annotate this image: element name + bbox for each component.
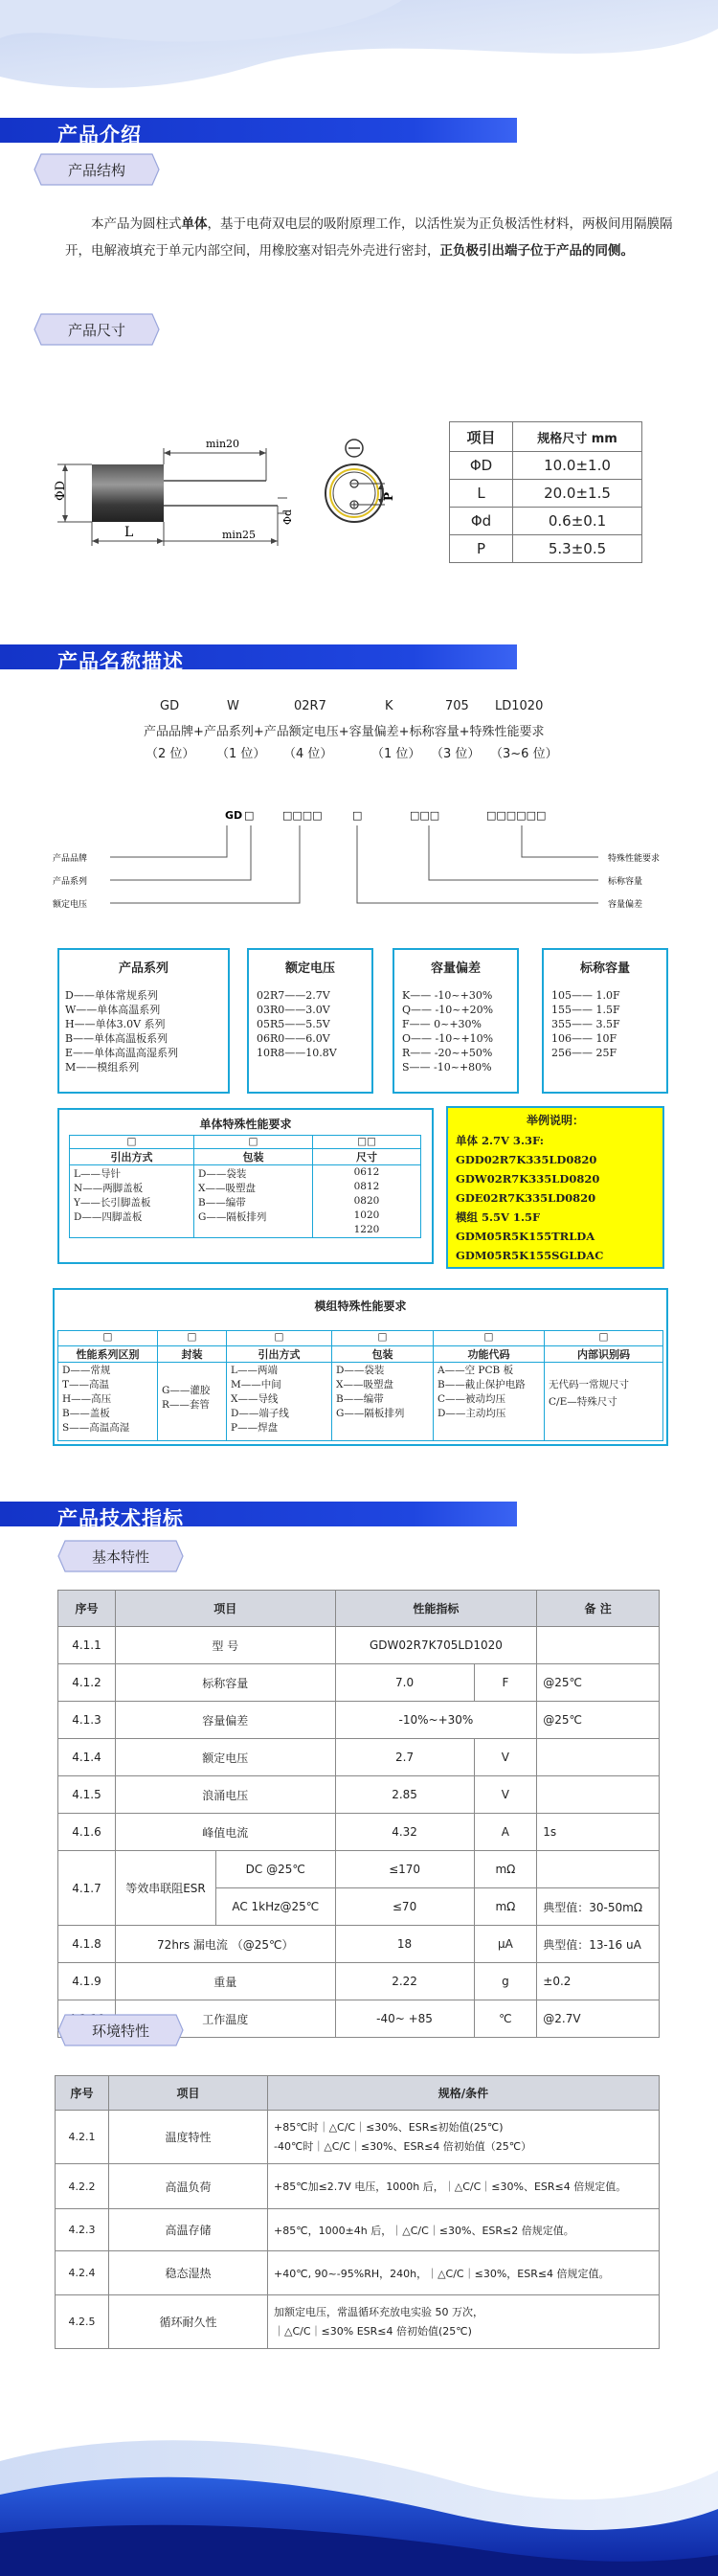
series-line: H——单体3.0V 系列 bbox=[65, 1018, 166, 1030]
single-header-lead: 引出方式 bbox=[70, 1149, 194, 1165]
spec-no: 4.1.4 bbox=[58, 1739, 116, 1776]
spec-note: 典型值：13-16 uA bbox=[537, 1926, 660, 1963]
env-no: 4.2.1 bbox=[56, 2111, 109, 2164]
section-title-tech: 产品技术指标 bbox=[57, 1507, 184, 1530]
spec-no: 4.1.8 bbox=[58, 1926, 116, 1963]
series-line: M——模组系列 bbox=[65, 1061, 140, 1073]
module-col-series bbox=[58, 1363, 158, 1441]
module-col-code bbox=[545, 1363, 663, 1441]
code-tolerance: K bbox=[385, 699, 393, 713]
spec-header-note: 备 注 bbox=[537, 1591, 660, 1627]
module-function-item: D——主动均压 bbox=[438, 1408, 506, 1419]
digits-series: （1 位） bbox=[216, 747, 266, 761]
schema-label-brand: 产品品牌 bbox=[53, 854, 88, 864]
basic-spec-table bbox=[57, 1590, 660, 2038]
spec-value: 18 bbox=[335, 1926, 474, 1963]
tolerance-box-lines bbox=[402, 988, 493, 1074]
intro-text-bold-1: 单体 bbox=[181, 216, 208, 232]
schema-box-series: □ bbox=[244, 809, 255, 822]
single-special-table bbox=[69, 1135, 421, 1238]
module-function-item: B——截止保护电路 bbox=[438, 1379, 526, 1390]
env-no: 4.2.2 bbox=[56, 2164, 109, 2209]
code-series: W bbox=[227, 699, 239, 713]
single-pack-item: G——隔板排列 bbox=[198, 1211, 267, 1223]
voltage-line: 06R0——6.0V bbox=[257, 1032, 330, 1045]
spec-esr-ac-value: ≤70 bbox=[335, 1888, 474, 1926]
spec-value: 2.7 bbox=[335, 1739, 474, 1776]
single-header-size: 尺寸 bbox=[313, 1149, 421, 1165]
single-size-item: 0812 bbox=[353, 1181, 380, 1192]
code-brand: GD bbox=[160, 699, 180, 713]
module-code-item: 无代码一常规尺寸 bbox=[549, 1379, 629, 1390]
example-line: GDM05R5K155TRLDA bbox=[456, 1230, 595, 1243]
single-pack-item: B——编带 bbox=[198, 1197, 246, 1209]
series-box-title: 产品系列 bbox=[118, 961, 168, 976]
module-col-pack bbox=[332, 1363, 434, 1441]
env-item: 温度特性 bbox=[109, 2111, 268, 2164]
schema-box-special: □□□□□□ bbox=[486, 809, 547, 822]
example-line: GDE02R7K335LD0820 bbox=[456, 1191, 596, 1205]
module-function-item: C——被动均压 bbox=[438, 1393, 506, 1405]
dim-min20: min20 bbox=[206, 438, 240, 450]
spec-note bbox=[537, 1627, 660, 1664]
voltage-line: 05R5——5.5V bbox=[257, 1018, 330, 1030]
capacity-line: 256—— 25F bbox=[551, 1047, 617, 1059]
dim-table-header-spec: 规格尺寸 mm bbox=[513, 422, 642, 452]
module-col-package bbox=[158, 1363, 227, 1441]
spec-header-item: 项目 bbox=[116, 1591, 336, 1627]
capacity-box-title: 标称容量 bbox=[579, 961, 630, 976]
single-mark: □ bbox=[70, 1136, 194, 1149]
intro-text-2: ，基于电荷双电层的吸附原理工作，以活性炭为正负极活性材料，两极间用隔膜隔开，电解液填充于单元内部空间，用橡胶塞对铝壳外壳进行密封， bbox=[65, 216, 673, 259]
module-series-item: T——高温 bbox=[62, 1379, 110, 1390]
module-header-function: 功能代码 bbox=[434, 1346, 545, 1363]
pill-structure-label: 产品结构 bbox=[67, 162, 125, 179]
module-header-series: 性能系列区别 bbox=[58, 1346, 158, 1363]
voltage-line: 03R0——3.0V bbox=[257, 1004, 330, 1016]
spec-unit: V bbox=[474, 1776, 537, 1814]
env-item: 高温存储 bbox=[109, 2209, 268, 2251]
module-function-item: A——空 PCB 板 bbox=[438, 1365, 514, 1376]
spec-value: 7.0 bbox=[335, 1664, 474, 1702]
tolerance-box bbox=[393, 948, 519, 1094]
single-mark: □ bbox=[194, 1136, 313, 1149]
spec-item: 型 号 bbox=[116, 1627, 336, 1664]
digits-tolerance: （1 位） bbox=[371, 747, 421, 761]
dim-row-label: P bbox=[450, 535, 513, 563]
module-mark: □ bbox=[332, 1331, 434, 1346]
env-item: 循环耐久性 bbox=[109, 2295, 268, 2349]
spec-no: 4.1.1 bbox=[58, 1627, 116, 1664]
section-title-naming: 产品名称描述 bbox=[57, 650, 184, 673]
spec-esr-dc: DC @25℃ bbox=[216, 1851, 336, 1888]
example-line: 模组 5.5V 1.5F bbox=[456, 1210, 541, 1224]
single-size-item: 1220 bbox=[353, 1224, 380, 1235]
naming-schema-diagram bbox=[53, 804, 675, 910]
module-mark: □ bbox=[58, 1331, 158, 1346]
voltage-line: 02R7——2.7V bbox=[257, 989, 330, 1002]
single-lead-item: N——两脚盖板 bbox=[74, 1183, 144, 1194]
env-header-no: 序号 bbox=[56, 2076, 109, 2111]
example-line: GDW02R7K335LD0820 bbox=[456, 1172, 600, 1186]
digits-capacity: （3 位） bbox=[431, 747, 481, 761]
series-line: W——单体高温系列 bbox=[65, 1004, 161, 1016]
module-col-lead bbox=[227, 1363, 332, 1441]
module-header-code: 内部识别码 bbox=[545, 1346, 663, 1363]
intro-text-1: 本产品为圆柱式 bbox=[91, 216, 182, 232]
spec-esr-ac: AC 1kHz@25℃ bbox=[216, 1888, 336, 1926]
module-header-package: 封装 bbox=[158, 1346, 227, 1363]
module-col-function bbox=[434, 1363, 545, 1441]
series-box bbox=[57, 948, 230, 1094]
pill-size bbox=[34, 313, 160, 346]
bottom-wave-decoration bbox=[0, 2423, 718, 2576]
spec-item: 容量偏差 bbox=[116, 1702, 336, 1739]
example-line: GDD02R7K335LD0820 bbox=[456, 1153, 597, 1166]
single-pack-item: D——袋装 bbox=[198, 1168, 247, 1180]
example-box bbox=[446, 1106, 664, 1269]
env-condition bbox=[268, 2295, 660, 2349]
section-bar-tech bbox=[0, 1502, 517, 1530]
spec-item: 峰值电流 bbox=[116, 1814, 336, 1851]
spec-esr-ac-unit: mΩ bbox=[474, 1888, 537, 1926]
spec-item: 重量 bbox=[116, 1963, 336, 2000]
dim-row-label: Φd bbox=[450, 508, 513, 535]
module-lead-item: D——端子线 bbox=[231, 1408, 289, 1419]
dim-row-value: 5.3±0.5 bbox=[513, 535, 642, 563]
module-pack-item: G——隔板排列 bbox=[336, 1408, 405, 1419]
dim-table-header-item: 项目 bbox=[450, 422, 513, 452]
single-mark: □□ bbox=[313, 1136, 421, 1149]
single-col-size bbox=[313, 1165, 421, 1238]
dim-min25: min25 bbox=[222, 529, 257, 541]
spec-unit: μA bbox=[474, 1926, 537, 1963]
tolerance-line: F—— 0~+30% bbox=[402, 1018, 482, 1030]
pill-structure bbox=[34, 153, 160, 186]
intro-paragraph bbox=[65, 211, 687, 264]
capacity-line: 155—— 1.5F bbox=[551, 1004, 620, 1016]
schema-box-tolerance: □ bbox=[352, 809, 363, 822]
pill-env bbox=[57, 2014, 184, 2046]
env-condition bbox=[268, 2209, 660, 2251]
module-code-item: C/E—特殊尺寸 bbox=[549, 1396, 617, 1408]
env-item: 高温负荷 bbox=[109, 2164, 268, 2209]
spec-unit: ℃ bbox=[474, 2000, 537, 2038]
schema-label-series: 产品系列 bbox=[53, 877, 88, 887]
example-line: GDM05R5K155SGLDAC bbox=[456, 1249, 604, 1262]
capacitor-top-view bbox=[316, 436, 421, 551]
single-size-item: 0612 bbox=[353, 1166, 380, 1178]
spec-note bbox=[537, 1739, 660, 1776]
env-no: 4.2.3 bbox=[56, 2209, 109, 2251]
capacity-box-lines bbox=[551, 988, 620, 1060]
spec-note: ±0.2 bbox=[537, 1963, 660, 2000]
single-header-pack: 包装 bbox=[194, 1149, 313, 1165]
module-series-item: D——常规 bbox=[62, 1365, 111, 1376]
capacity-line: 105—— 1.0F bbox=[551, 989, 620, 1002]
top-wave-decoration bbox=[0, 0, 718, 115]
env-header-item: 项目 bbox=[109, 2076, 268, 2111]
spec-item: 浪涌电压 bbox=[116, 1776, 336, 1814]
code-special: LD1020 bbox=[495, 699, 544, 713]
module-special-table bbox=[57, 1330, 663, 1441]
spec-header-value: 性能指标 bbox=[335, 1591, 537, 1627]
dim-row-value: 10.0±1.0 bbox=[513, 452, 642, 480]
env-line: +85℃加≤2.7V 电压，1000h 后，｜△C/C｜≤30%、ESR≤4 倍规定值。 bbox=[274, 2181, 627, 2193]
module-header-lead: 引出方式 bbox=[227, 1346, 332, 1363]
voltage-box-lines bbox=[257, 988, 337, 1060]
series-line: B——单体高温板系列 bbox=[65, 1032, 168, 1045]
digits-voltage: （4 位） bbox=[283, 747, 333, 761]
spec-value: -10%~+30% bbox=[335, 1702, 537, 1739]
section-title-intro: 产品介绍 bbox=[57, 124, 142, 147]
spec-unit: A bbox=[474, 1814, 537, 1851]
module-mark: □ bbox=[434, 1331, 545, 1346]
dim-row-label: L bbox=[450, 480, 513, 508]
schema-box-capacity: □□□ bbox=[410, 809, 440, 822]
single-size-item: 1020 bbox=[353, 1209, 380, 1221]
spec-esr-dc-unit: mΩ bbox=[474, 1851, 537, 1888]
voltage-box-title: 额定电压 bbox=[284, 961, 335, 976]
single-special-box bbox=[57, 1108, 434, 1264]
spec-item: 标称容量 bbox=[116, 1664, 336, 1702]
env-line: +40℃, 90~-95%RH，240h，｜△C/C｜≤30%，ESR≤4 倍规定值。 bbox=[274, 2267, 610, 2280]
single-col-lead bbox=[70, 1165, 194, 1238]
dim-row-value: 0.6±0.1 bbox=[513, 508, 642, 535]
spec-item: 72hrs 漏电流 （@25℃） bbox=[116, 1926, 336, 1963]
voltage-line: 10R8——10.8V bbox=[257, 1047, 337, 1059]
env-no: 4.2.5 bbox=[56, 2295, 109, 2349]
schema-label-tolerance: 容量偏差 bbox=[608, 900, 643, 910]
dim-row-label: ΦD bbox=[450, 452, 513, 480]
example-line: 单体 2.7V 3.3F: bbox=[456, 1134, 544, 1147]
section-bar-intro bbox=[0, 118, 517, 147]
spec-esr-ac-note: 典型值：30-50mΩ bbox=[537, 1888, 660, 1926]
pill-basic bbox=[57, 1540, 184, 1572]
module-package-item: G——灌胶 bbox=[162, 1385, 211, 1396]
spec-value: 4.32 bbox=[335, 1814, 474, 1851]
pill-env-label: 环境特性 bbox=[91, 2022, 149, 2040]
spec-value: GDW02R7K705LD1020 bbox=[335, 1627, 537, 1664]
spec-unit: g bbox=[474, 1963, 537, 2000]
env-no: 4.2.4 bbox=[56, 2251, 109, 2295]
tolerance-line: S—— -10~+80% bbox=[402, 1061, 492, 1073]
dim-phiD: ΦD bbox=[54, 480, 68, 501]
module-lead-item: X——导线 bbox=[231, 1393, 279, 1405]
spec-item: 工作温度 bbox=[116, 2000, 336, 2038]
code-capacity: 705 bbox=[445, 699, 469, 713]
env-condition bbox=[268, 2164, 660, 2209]
spec-esr-dc-value: ≤170 bbox=[335, 1851, 474, 1888]
schema-label-capacity: 标称容量 bbox=[608, 877, 643, 887]
tolerance-line: O—— -10~+10% bbox=[402, 1032, 494, 1045]
spec-note: @2.7V bbox=[537, 2000, 660, 2038]
module-package-item: R——套管 bbox=[162, 1399, 210, 1411]
spec-unit: F bbox=[474, 1664, 537, 1702]
module-mark: □ bbox=[158, 1331, 227, 1346]
schema-box-voltage: □□□□ bbox=[282, 809, 323, 822]
env-line: 加额定电压，常温循环充放电实验 50 万次， bbox=[274, 2305, 483, 2318]
spec-value: 2.22 bbox=[335, 1963, 474, 2000]
example-title: 举例说明： bbox=[526, 1114, 584, 1127]
module-series-item: S——高温高湿 bbox=[62, 1422, 130, 1434]
dim-phid: Φd bbox=[281, 508, 294, 525]
spec-esr-dc-note bbox=[537, 1851, 660, 1888]
capacity-line: 355—— 3.5F bbox=[551, 1018, 620, 1030]
env-spec-table bbox=[55, 2075, 660, 2349]
schema-label-special: 特殊性能要求 bbox=[608, 854, 661, 864]
capacity-box bbox=[542, 948, 668, 1094]
tolerance-line: K—— -10~+30% bbox=[402, 989, 493, 1002]
capacitor-body bbox=[92, 464, 164, 522]
module-pack-item: D——袋装 bbox=[336, 1365, 385, 1376]
naming-desc: 产品品牌+产品系列+产品额定电压+容量偏差+标称容量+特殊性能要求 bbox=[144, 725, 545, 739]
spec-unit: V bbox=[474, 1739, 537, 1776]
module-series-item: H——高压 bbox=[62, 1393, 112, 1405]
spec-no: 4.1.3 bbox=[58, 1702, 116, 1739]
intro-text-bold-2: 正负极引出端子位于产品的同侧。 bbox=[439, 243, 634, 259]
spec-item: 额定电压 bbox=[116, 1739, 336, 1776]
spec-no: 4.1.6 bbox=[58, 1814, 116, 1851]
single-lead-item: D——四脚盖板 bbox=[74, 1211, 143, 1223]
spec-no: 4.1.2 bbox=[58, 1664, 116, 1702]
pill-basic-label: 基本特性 bbox=[91, 1548, 149, 1566]
dim-L: L bbox=[124, 525, 134, 540]
dimension-table bbox=[449, 421, 642, 563]
spec-note bbox=[537, 1776, 660, 1814]
spec-value: -40~ +85 bbox=[335, 2000, 474, 2038]
module-special-title: 模组特殊性能要求 bbox=[314, 1299, 407, 1313]
tolerance-box-title: 容量偏差 bbox=[430, 961, 481, 976]
single-special-title: 单体特殊性能要求 bbox=[199, 1118, 292, 1131]
example-lines bbox=[456, 1131, 603, 1265]
series-box-lines bbox=[65, 988, 178, 1074]
env-condition bbox=[268, 2251, 660, 2295]
env-header-condition: 规格/条件 bbox=[268, 2076, 660, 2111]
env-line: +85℃，1000±4h 后，｜△C/C｜≤30%、ESR≤2 倍规定值。 bbox=[274, 2224, 574, 2237]
single-col-pack bbox=[194, 1165, 313, 1238]
module-series-item: B——盖板 bbox=[62, 1408, 110, 1419]
pill-size-label: 产品尺寸 bbox=[67, 322, 125, 339]
env-line: -40℃时｜△C/C｜≤30%、ESR≤4 倍初始值（25℃） bbox=[274, 2139, 532, 2153]
spec-no: 4.1.7 bbox=[58, 1851, 116, 1926]
dim-row-value: 20.0±1.5 bbox=[513, 480, 642, 508]
digits-brand: （2 位） bbox=[146, 747, 195, 761]
module-mark: □ bbox=[227, 1331, 332, 1346]
tolerance-line: R—— -20~+50% bbox=[402, 1047, 493, 1059]
spec-no: 4.1.5 bbox=[58, 1776, 116, 1814]
digits-special: （3~6 位） bbox=[490, 747, 558, 761]
single-lead-item: Y——长引脚盖板 bbox=[74, 1197, 151, 1209]
single-lead-item: L——导针 bbox=[74, 1168, 121, 1180]
schema-head: GD bbox=[225, 809, 243, 822]
spec-value: 2.85 bbox=[335, 1776, 474, 1814]
schema-label-voltage: 额定电压 bbox=[53, 900, 88, 910]
tolerance-line: Q—— -10~+20% bbox=[402, 1004, 494, 1016]
env-line: ｜△C/C｜≤30% ESR≤4 倍初始值(25℃) bbox=[274, 2324, 472, 2338]
capacity-line: 106—— 10F bbox=[551, 1032, 617, 1045]
env-item: 稳态湿热 bbox=[109, 2251, 268, 2295]
spec-header-no: 序号 bbox=[58, 1591, 116, 1627]
env-condition bbox=[268, 2111, 660, 2164]
voltage-box bbox=[247, 948, 373, 1094]
spec-note: 1s bbox=[537, 1814, 660, 1851]
module-mark: □ bbox=[545, 1331, 663, 1346]
module-lead-item: M——中间 bbox=[231, 1379, 281, 1390]
env-line: +85℃时｜△C/C｜≤30%、ESR≤初始值(25℃) bbox=[274, 2120, 504, 2134]
dim-P: P bbox=[382, 491, 395, 501]
code-voltage: 02R7 bbox=[294, 699, 326, 713]
spec-note: @25℃ bbox=[537, 1702, 660, 1739]
module-special-box bbox=[53, 1288, 668, 1446]
single-size-item: 0820 bbox=[353, 1195, 380, 1207]
series-line: E——单体高温高湿系列 bbox=[65, 1047, 179, 1059]
module-lead-item: P——焊盘 bbox=[231, 1422, 279, 1434]
module-header-pack: 包装 bbox=[332, 1346, 434, 1363]
series-line: D——单体常规系列 bbox=[65, 989, 158, 1002]
section-bar-naming bbox=[0, 644, 517, 673]
spec-no: 4.1.9 bbox=[58, 1963, 116, 2000]
spec-item-esr: 等效串联阻ESR bbox=[116, 1851, 216, 1926]
module-lead-item: L——两端 bbox=[231, 1365, 278, 1376]
module-pack-item: X——吸塑盘 bbox=[336, 1379, 393, 1390]
single-pack-item: X——吸塑盘 bbox=[198, 1183, 256, 1194]
spec-note: @25℃ bbox=[537, 1664, 660, 1702]
module-pack-item: B——编带 bbox=[336, 1393, 384, 1405]
